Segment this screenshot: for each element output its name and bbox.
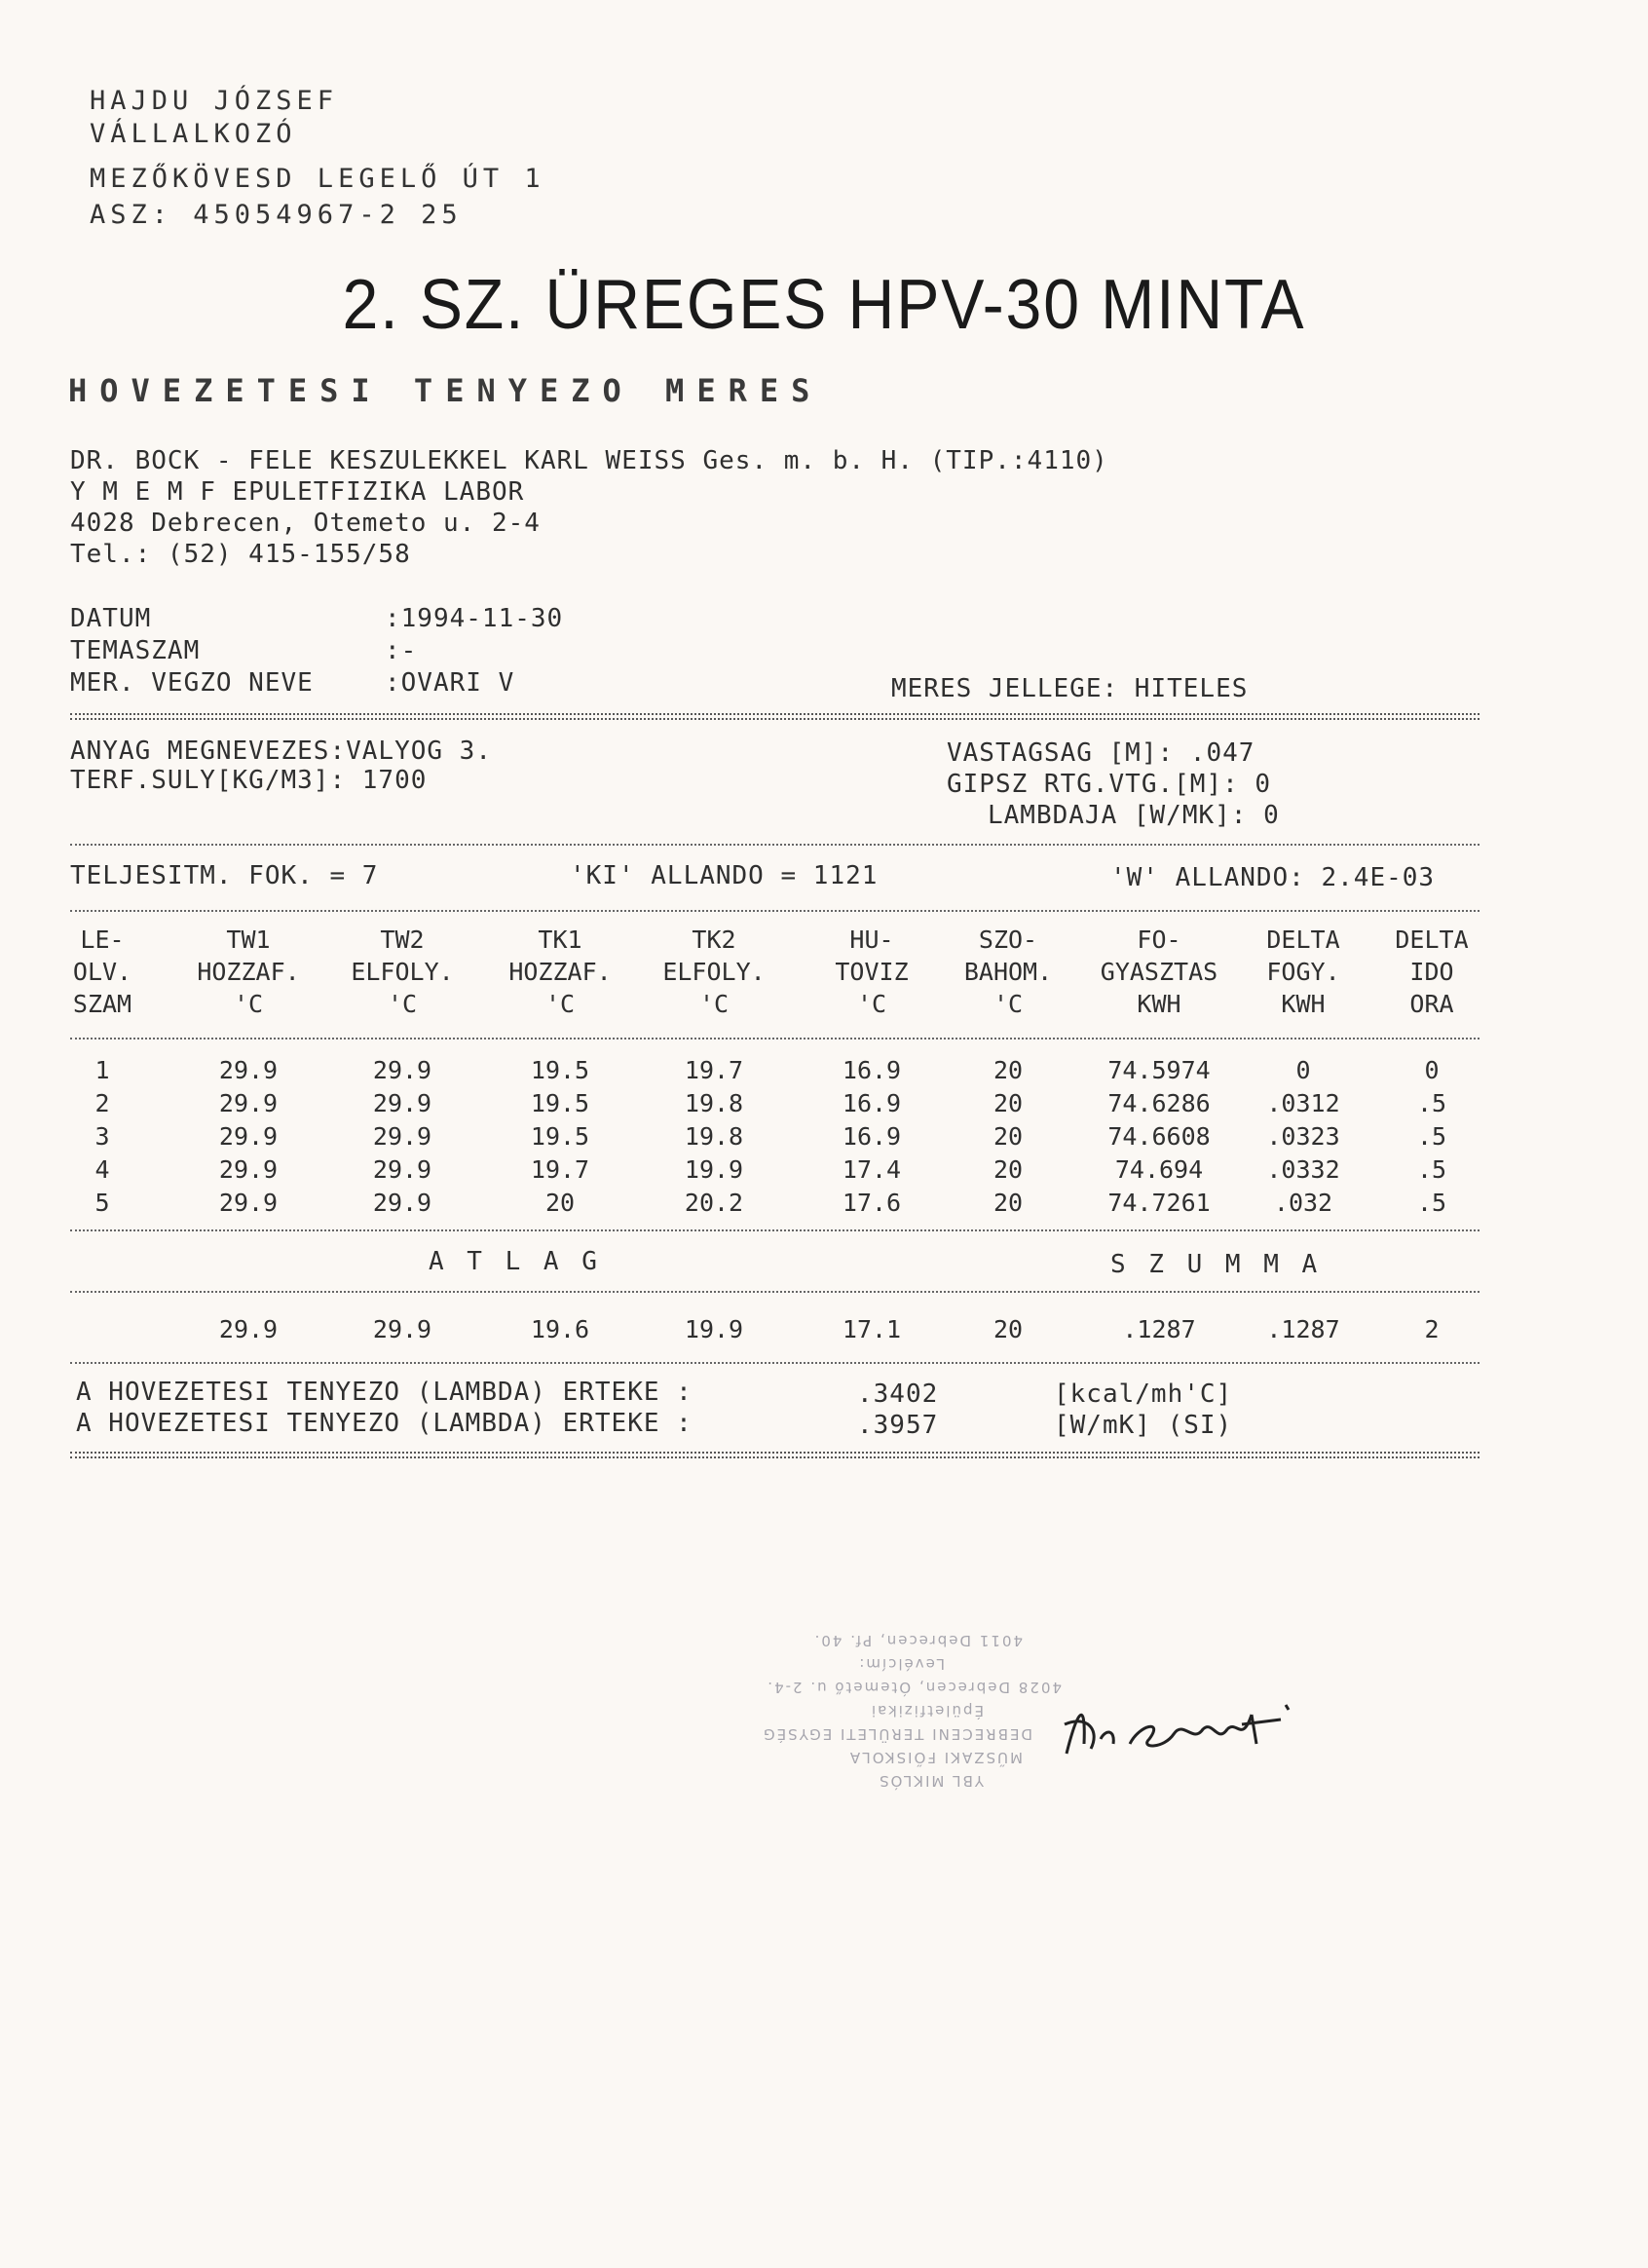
table-cell-tw1-inflow: 29.9 [218,1122,279,1151]
table-cell-delta-consumption: 0 [1295,1056,1311,1084]
summary-cell-consumption: .1287 [1122,1315,1196,1343]
meres-jellege: MERES JELLEGE: HITELES [891,674,1249,703]
table-cell-tw1-inflow: 29.9 [218,1155,279,1184]
column-header-delta-consumption: DELTA [1266,926,1340,954]
summary-cell-room-temp: 20 [993,1315,1024,1343]
signature [1057,1685,1310,1773]
gypsum-lambda: LAMBDAJA [W/MK]: 0 [988,801,1280,830]
summary-cell-tw2-outflow: 29.9 [372,1315,432,1343]
table-cell-reading-no: 2 [94,1089,110,1117]
table-cell-delta-time: .5 [1416,1089,1447,1117]
table-cell-tw1-inflow: 29.9 [218,1089,279,1117]
column-header-consumption: KWH [1137,990,1181,1018]
ki-constant: 'KI' ALLANDO = 1121 [570,861,879,890]
column-header-tk2-outflow: 'C [698,990,730,1018]
column-header-reading-no: SZAM [72,990,132,1018]
material-density: TERF.SULY[KG/M3]: 1700 [70,766,428,795]
stamp-line: 4011 Debrecen, Pf. 40. [812,1632,1023,1649]
lab-name: Y M E M F EPULETFIZIKA LABOR [70,477,525,507]
table-cell-tk1-inflow: 19.7 [530,1155,590,1184]
company-role: VÁLLALKOZÓ [90,119,297,149]
column-header-delta-time: ORA [1409,990,1454,1018]
divider [70,844,1479,846]
table-cell-consumption: 74.6608 [1107,1122,1211,1151]
table-cell-tk1-inflow: 19.5 [530,1056,590,1084]
divider [70,1362,1479,1364]
table-cell-hot-water: 16.9 [842,1089,902,1117]
table-cell-tk2-outflow: 19.8 [684,1122,744,1151]
table-cell-tw2-outflow: 29.9 [372,1122,432,1151]
vegzo-label: MER. VEGZO NEVE [70,668,314,698]
table-cell-reading-no: 1 [94,1056,110,1084]
column-header-hot-water: 'C [856,990,887,1018]
lambda-value-kcal: .3402 [857,1380,939,1409]
column-header-tw2-outflow: ELFOLY. [351,958,454,986]
table-cell-consumption: 74.7261 [1107,1189,1211,1217]
column-header-delta-consumption: FOGY. [1266,958,1340,986]
company-address: MEZŐKÖVESD LEGELŐ ÚT 1 [90,164,545,194]
stamp-line: YBL MIKLÓS [878,1772,984,1790]
table-cell-delta-time: .5 [1416,1122,1447,1151]
lab-equipment: DR. BOCK - FELE KESZULEKKEL KARL WEISS Ges. m. b. H. (TIP.:4110) [70,446,1108,475]
column-header-tw2-outflow: 'C [387,990,418,1018]
summary-cell-tk1-inflow: 19.6 [530,1315,590,1343]
lambda-label-kcal: A HOVEZETESI TENYEZO (LAMBDA) ERTEKE : [76,1378,693,1407]
vegzo-value: :OVARI V [385,668,515,698]
column-header-tk2-outflow: TK2 [692,926,736,954]
column-header-tw2-outflow: TW2 [380,926,425,954]
table-cell-hot-water: 16.9 [842,1056,902,1084]
table-cell-delta-consumption: .0323 [1266,1122,1340,1151]
table-cell-hot-water: 17.6 [842,1189,902,1217]
table-cell-tk1-inflow: 19.5 [530,1122,590,1151]
lambda-value-si: .3957 [857,1411,939,1440]
table-cell-delta-time: .5 [1416,1189,1447,1217]
stamp-line: Épületfizikai [869,1702,984,1720]
table-cell-reading-no: 3 [94,1122,110,1151]
column-header-tw1-inflow: 'C [233,990,264,1018]
column-header-hot-water: HU- [849,926,894,954]
stamp-line: MŰSZAKI FŐISKOLA [847,1749,1023,1766]
divider [70,910,1479,912]
table-cell-tk1-inflow: 19.5 [530,1089,590,1117]
table-cell-room-temp: 20 [993,1089,1024,1117]
table-cell-reading-no: 5 [94,1189,110,1217]
table-cell-tk2-outflow: 19.8 [684,1089,744,1117]
table-cell-room-temp: 20 [993,1056,1024,1084]
table-cell-tk2-outflow: 19.7 [684,1056,744,1084]
column-header-delta-time: IDO [1409,958,1454,986]
stamp-line: 4028 Debrecen, Ótemető u. 2-4. [766,1679,1062,1696]
company-tax-number: ASZ: 45054967-2 25 [90,200,463,230]
divider [70,1038,1479,1040]
summary-cell-delta-time: 2 [1424,1315,1440,1343]
performance-level: TELJESITM. FOK. = 7 [70,861,379,890]
table-cell-tk2-outflow: 19.9 [684,1155,744,1184]
summary-cell-tk2-outflow: 19.9 [684,1315,744,1343]
table-cell-tw1-inflow: 29.9 [218,1189,279,1217]
table-cell-room-temp: 20 [993,1189,1024,1217]
divider [70,1452,1479,1458]
column-header-room-temp: SZO- [978,926,1038,954]
lambda-unit-si: [W/mK] (SI) [1054,1411,1233,1440]
table-cell-tk1-inflow: 20 [544,1189,576,1217]
company-name: HAJDU JÓZSEF [90,86,339,116]
datum-value: :1994-11-30 [385,604,564,633]
table-cell-delta-time: 0 [1424,1056,1440,1084]
table-cell-hot-water: 16.9 [842,1122,902,1151]
table-cell-reading-no: 4 [94,1155,110,1184]
temaszam-label: TEMASZAM [70,636,201,665]
lab-address: 4028 Debrecen, Otemeto u. 2-4 [70,509,541,538]
average-label: A T L A G [429,1247,601,1276]
column-header-reading-no: LE- [80,926,125,954]
summary-cell-tw1-inflow: 29.9 [218,1315,279,1343]
column-header-reading-no: OLV. [72,958,132,986]
temaszam-value: :- [385,636,418,665]
page-title: 2. SZ. ÜREGES HPV-30 MINTA [342,266,1306,344]
table-cell-room-temp: 20 [993,1122,1024,1151]
table-cell-hot-water: 17.4 [842,1155,902,1184]
table-cell-tw2-outflow: 29.9 [372,1056,432,1084]
summary-cell-delta-consumption: .1287 [1266,1315,1340,1343]
column-header-delta-time: DELTA [1395,926,1469,954]
column-header-tk1-inflow: TK1 [538,926,582,954]
table-cell-tw1-inflow: 29.9 [218,1056,279,1084]
material-thickness: VASTAGSAG [M]: .047 [947,738,1255,768]
stamp-line: DEBRECENI TERÜLETI EGYSÉG [762,1725,1032,1743]
column-header-tk1-inflow: HOZZAF. [508,958,612,986]
table-cell-delta-consumption: .0312 [1266,1089,1340,1117]
institution-stamp [692,1598,1101,1793]
table-cell-tw2-outflow: 29.9 [372,1089,432,1117]
table-cell-tw2-outflow: 29.9 [372,1155,432,1184]
table-cell-delta-consumption: .032 [1273,1189,1333,1217]
divider [70,713,1479,720]
column-header-hot-water: TOVIZ [835,958,909,986]
column-header-room-temp: BAHOM. [963,958,1053,986]
column-header-delta-consumption: KWH [1281,990,1326,1018]
table-cell-tk2-outflow: 20.2 [684,1189,744,1217]
column-header-tw1-inflow: TW1 [226,926,271,954]
table-cell-consumption: 74.5974 [1107,1056,1211,1084]
lambda-unit-kcal: [kcal/mh'C] [1054,1380,1233,1409]
stamp-line: Levélcím: [857,1655,945,1673]
summary-cell-hot-water: 17.1 [842,1315,902,1343]
column-header-room-temp: 'C [993,990,1024,1018]
sum-label: S Z U M M A [1110,1250,1322,1279]
table-cell-consumption: 74.694 [1114,1155,1204,1184]
table-cell-consumption: 74.6286 [1107,1089,1211,1117]
material-name: ANYAG MEGNEVEZES:VALYOG 3. [70,737,492,766]
table-cell-room-temp: 20 [993,1155,1024,1184]
column-header-tk2-outflow: ELFOLY. [662,958,766,986]
table-cell-tw2-outflow: 29.9 [372,1189,432,1217]
column-header-consumption: GYASZTAS [1100,958,1218,986]
table-cell-delta-consumption: .0332 [1266,1155,1340,1184]
divider [70,1229,1479,1231]
column-header-tw1-inflow: HOZZAF. [197,958,300,986]
page-subtitle: HOVEZETESI TENYEZO MERES [68,372,823,409]
table-cell-delta-time: .5 [1416,1155,1447,1184]
w-constant: 'W' ALLANDO: 2.4E-03 [1110,863,1436,892]
lambda-label-si: A HOVEZETESI TENYEZO (LAMBDA) ERTEKE : [76,1409,693,1438]
column-header-consumption: FO- [1137,926,1181,954]
gypsum-thickness: GIPSZ RTG.VTG.[M]: 0 [947,770,1272,799]
column-header-tk1-inflow: 'C [544,990,576,1018]
lab-phone: Tel.: (52) 415-155/58 [70,540,411,569]
divider [70,1291,1479,1293]
datum-label: DATUM [70,604,152,633]
